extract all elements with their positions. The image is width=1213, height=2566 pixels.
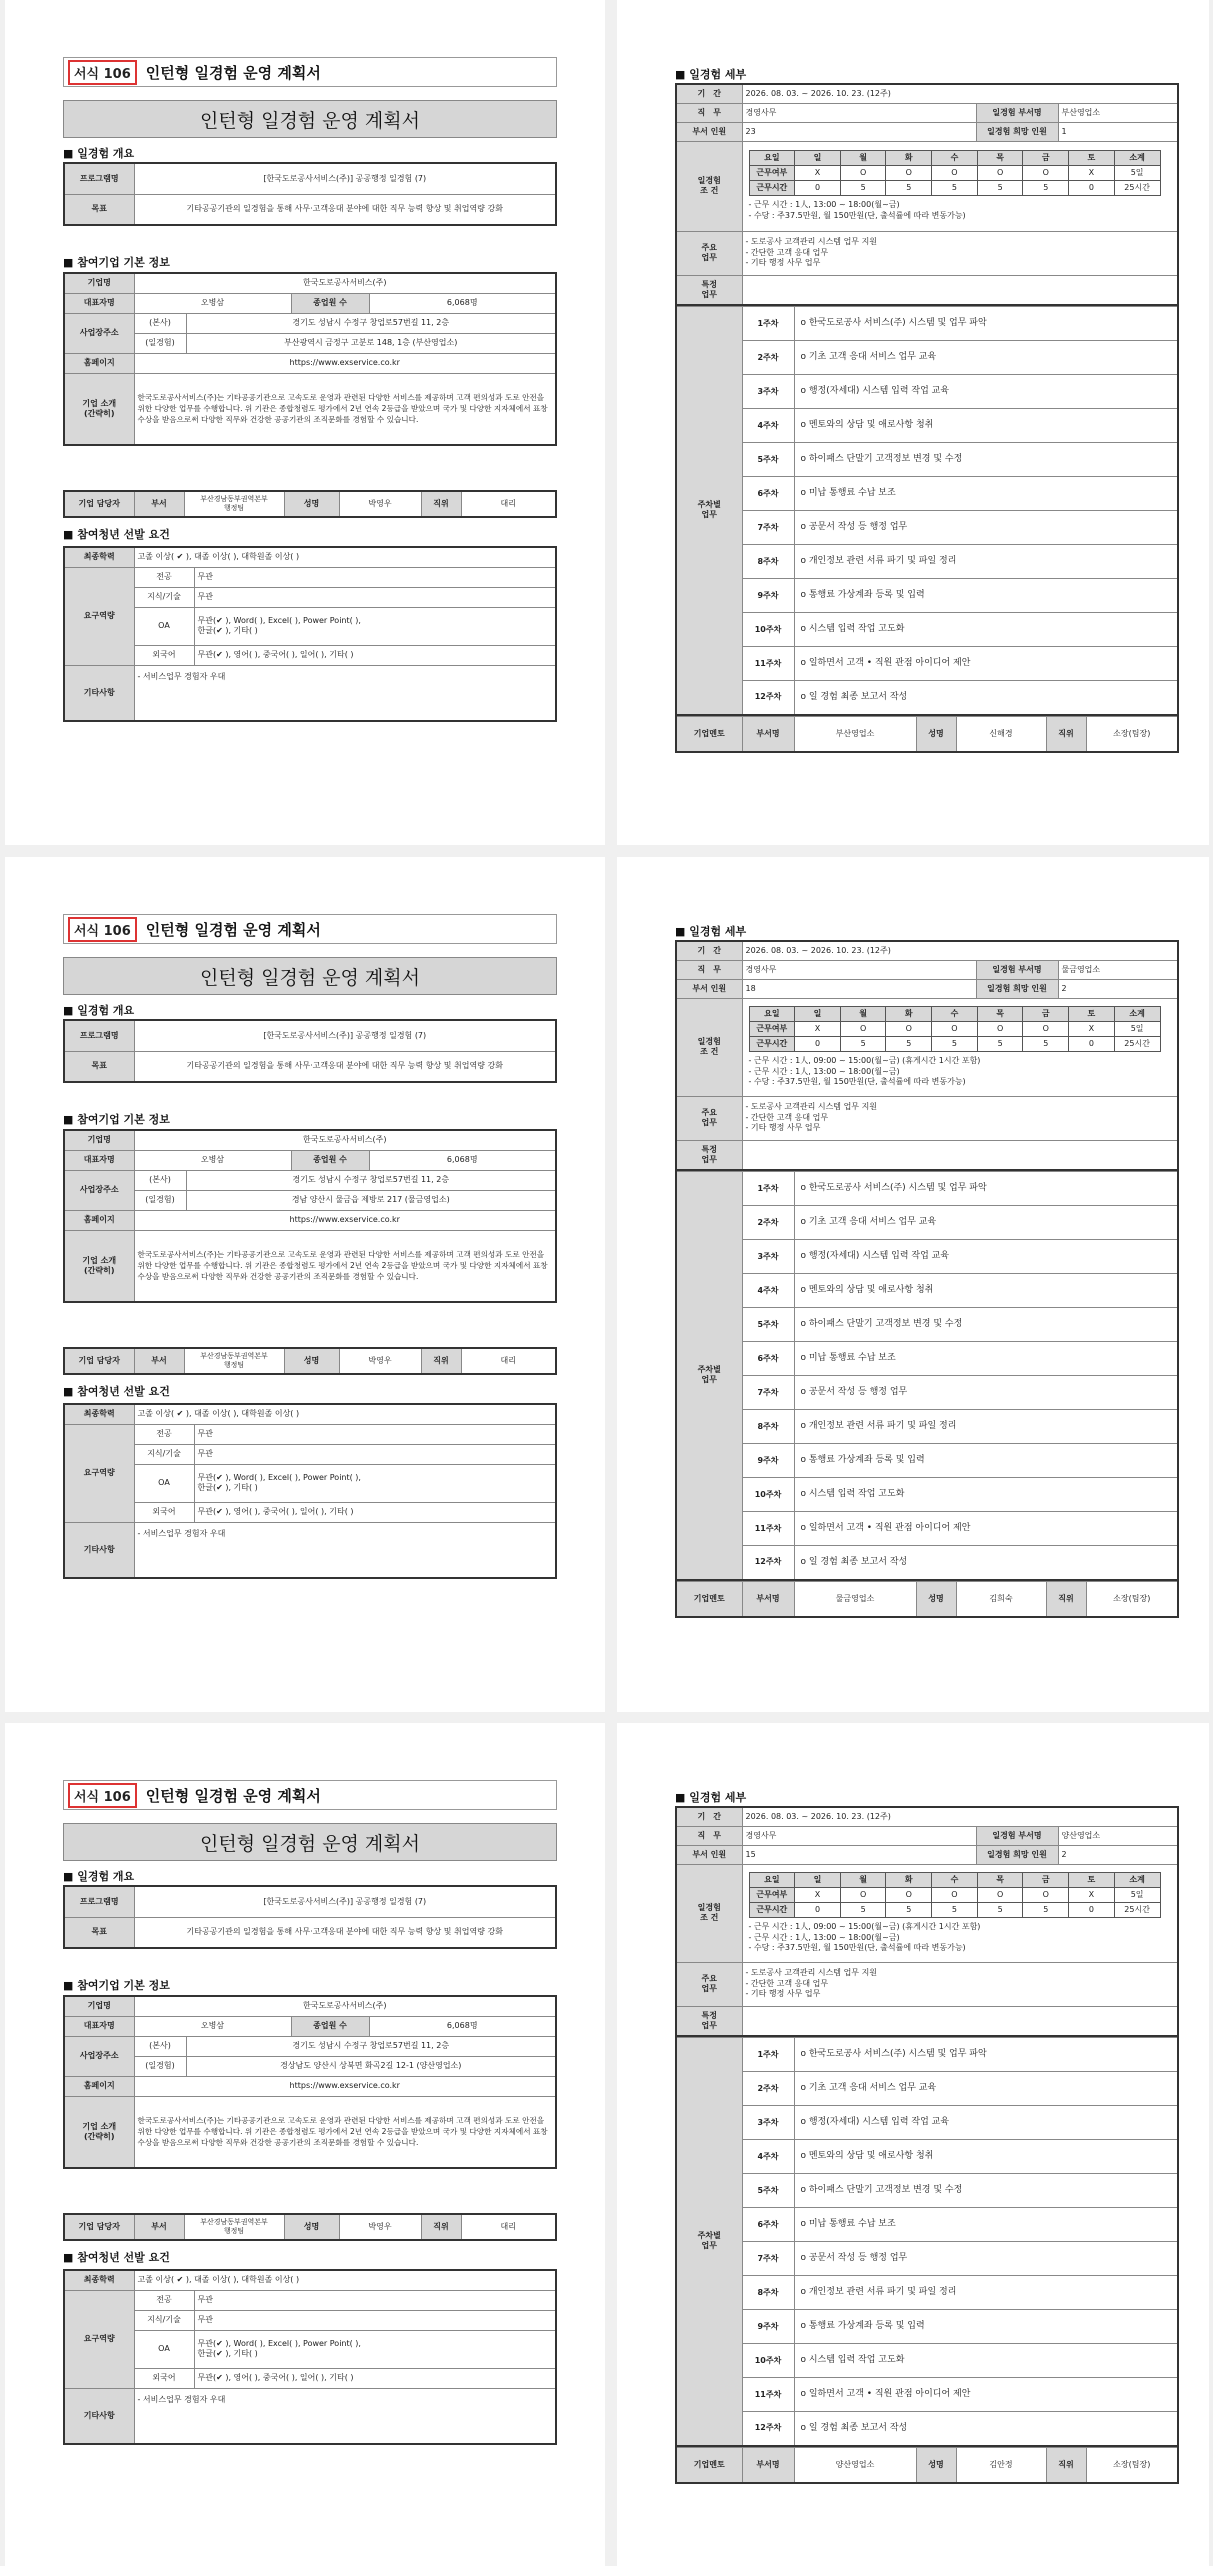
main-task: - 도로공사 고객관리 시스템 업무 지원 [745, 1967, 878, 1977]
manager-table: 기업 담당자 부서 부산경남동부권역본부 행정팀 성명 박영우 직위 대리 [63, 490, 557, 518]
detail-table: 기 간 2026. 08. 03. ~ 2026. 10. 23. (12주) 직 무 경영사무 일경험 부서명 양산영업소 부서 인원 15 일경험 희망 인원 2 일경험 조 건 요일 일 월 화 수 목 금 토 소계 근무여부 X O O O O O X 5일 근무시간 0 5 5 5 5 5 0 25시간 - 근무 시간 : 1人, 09:00 ~ 15:00(월~금) (휴게시간 1시간 포함) - 근무 시간 : 1人, 13:00 ~ 18:00(월~금) - 수당 : 주37.5만원, 월 150만원(단, 출석률에 따라 변동가능) 주요 업무 - 도로공사 고객관리 시스템 업무 지원 - 간단한 고객 응대 업무 - 기타 행정 사무 업무 특정 업무 [675, 1806, 1179, 2037]
form-badge: 서식 106 [68, 1783, 137, 1808]
section-overview: ■ 일경험 개요 [63, 1004, 135, 1017]
form-header-title: 인턴형 일경험 운영 계획서 [145, 920, 321, 939]
company-table: 기업명 한국도로공사서비스(주) 대표자명 오병삼 종업원 수 6,068명 사업장주소 (본사) 경기도 성남시 수정구 창업로57번길 11, 2층 (일경험) 경상남도 양산시 상북면 화곡2길 12-1 (양산영업소) 홈페이지 https://www.exservice.co.kr 기업 소개 (간략히) 한국도로공사서비스(주)는 기타공공기관으로 고속도로 운영과 관련된 다양한 서비스를 제공하며 고객 편의성과 도로 안전을 위한 다양한 업무를 수행합니다. 위 기관은 종합청렴도 평가에서 2년 연속 2등급을 받았으며 국가 및 다양한 지자체에서 표창수상을 받음으로써 다양한 직무와 건강한 공공기관의 조직문화를 경험할 수 있습니다. [63, 1995, 557, 2169]
section-detail: ■ 일경험 세부 [675, 1791, 747, 1804]
overview-table: 프로그램명 [한국도로공사서비스(주)] 공공행정 일경험 (7) 목표 기타공공기관의 일경험을 통해 사무·고객응대 분야에 대한 직무 능력 향상 및 취업역량 강화 [63, 1885, 557, 1949]
form-header [63, 1780, 557, 1810]
schedule-table: 요일 일 월 화 수 목 금 토 소계 근무여부 X O O O O O X 5일 근무시간 0 5 5 5 5 5 0 25시간 [749, 1006, 1161, 1052]
selection-table: 최종학력 고졸 이상( ✔ ), 대졸 이상( ), 대학원졸 이상( ) 요구역량 전공 무관 지식/기술 무관 OA 무관(✔ ), Word( ), Excel( ), Power Point( ), 한글(✔ ), 기타( ) 외국어 무관(✔ ), 영어( ), 중국어( ), 일어( ), 기타( ) 기타사항 - 서비스업무 경험자 우대 [63, 546, 557, 722]
section-company: ■ 참여기업 기본 정보 [63, 1113, 170, 1126]
schedule-table: 요일 일 월 화 수 목 금 토 소계 근무여부 X O O O O O X 5일 근무시간 0 5 5 5 5 5 0 25시간 [749, 1872, 1161, 1918]
main-task: - 기타 행정 사무 업무 [745, 258, 821, 268]
overview-table: 프로그램명 [한국도로공사서비스(주)] 공공행정 일경험 (7) 목표 기타공공기관의 일경험을 통해 사무·고객응대 분야에 대한 직무 능력 향상 및 취업역량 강화 [63, 1019, 557, 1083]
section-company: ■ 참여기업 기본 정보 [63, 256, 170, 269]
section-detail: ■ 일경험 세부 [675, 925, 747, 938]
main-task: - 기타 행정 사무 업무 [745, 1989, 821, 1999]
main-task: - 간단한 고객 응대 업무 [745, 247, 829, 257]
mentor-table: 기업멘토 부서명 양산영업소 성명 김안정 직위 소장(팀장) [675, 2447, 1179, 2485]
section-selection: ■ 참여청년 선발 요건 [63, 1385, 170, 1398]
form-header [63, 914, 557, 944]
form-page-left [5, 857, 605, 1712]
condition-note: - 근무 시간 : 1人, 09:00 ~ 15:00(월~금) (휴게시간 1시간 포함) [748, 1055, 981, 1065]
form-header-title: 인턴형 일경험 운영 계획서 [145, 1786, 321, 1805]
weekly-table: 주차별 업무 1주차 o 한국도로공사 서비스(주) 시스템 및 업무 파악 2주차 o 기초 고객 응대 서비스 업무 교육 3주차 o 행정(자세대) 시스템 입력 작업 교육 4주차 o 멘토와의 상담 및 애로사항 청취 5주차 o 하이패스 단말기 고객정보 변경 및 수정 6주차 o 미납 통행료 수납 보조 7주차 o 공문서 작성 등 행정 업무 8주차 o 개인정보 관련 서류 파기 및 파일 정리 9주차 o 통행료 가상계좌 등록 및 입력 10주차 o 시스템 입력 작업 고도화 11주차 o 일하면서 고객 • 직원 관점 아이디어 제안 12주차 o 일 경험 최종 보고서 작성 [675, 2037, 1179, 2447]
form-page-right [617, 857, 1209, 1712]
main-task: - 간단한 고객 응대 업무 [745, 1112, 829, 1122]
manager-table: 기업 담당자 부서 부산경남동부권역본부 행정팀 성명 박영우 직위 대리 [63, 2213, 557, 2241]
form-page-left [5, 1723, 605, 2566]
form-page-right [617, 0, 1209, 845]
condition-note: - 수당 : 주37.5만원, 월 150만원(단, 출석률에 따라 변동가능) [748, 1943, 966, 1953]
form-header [63, 57, 557, 87]
main-task: - 기타 행정 사무 업무 [745, 1123, 821, 1133]
condition-note: - 근무 시간 : 1人, 13:00 ~ 18:00(월~금) [748, 1932, 900, 1942]
weekly-table: 주차별 업무 1주차 o 한국도로공사 서비스(주) 시스템 및 업무 파악 2주차 o 기초 고객 응대 서비스 업무 교육 3주차 o 행정(자세대) 시스템 입력 작업 교육 4주차 o 멘토와의 상담 및 애로사항 청취 5주차 o 하이패스 단말기 고객정보 변경 및 수정 6주차 o 미납 통행료 수납 보조 7주차 o 공문서 작성 등 행정 업무 8주차 o 개인정보 관련 서류 파기 및 파일 정리 9주차 o 통행료 가상계좌 등록 및 입력 10주차 o 시스템 입력 작업 고도화 11주차 o 일하면서 고객 • 직원 관점 아이디어 제안 12주차 o 일 경험 최종 보고서 작성 [675, 1171, 1179, 1581]
section-overview: ■ 일경험 개요 [63, 1870, 135, 1883]
condition-note: - 근무 시간 : 1人, 13:00 ~ 18:00(월~금) [748, 1066, 900, 1076]
section-company: ■ 참여기업 기본 정보 [63, 1979, 170, 1992]
selection-table: 최종학력 고졸 이상( ✔ ), 대졸 이상( ), 대학원졸 이상( ) 요구역량 전공 무관 지식/기술 무관 OA 무관(✔ ), Word( ), Excel( ), Power Point( ), 한글(✔ ), 기타( ) 외국어 무관(✔ ), 영어( ), 중국어( ), 일어( ), 기타( ) 기타사항 - 서비스업무 경험자 우대 [63, 1403, 557, 1579]
main-task: - 도로공사 고객관리 시스템 업무 지원 [745, 236, 878, 246]
condition-note: - 수당 : 주37.5만원, 월 150만원(단, 출석률에 따라 변동가능) [748, 1077, 966, 1087]
condition-note: - 근무 시간 : 1人, 13:00 ~ 18:00(월~금) [748, 200, 900, 210]
doc-title: 인턴형 일경험 운영 계획서 [63, 100, 557, 138]
mentor-table: 기업멘토 부서명 물금영업소 성명 김희숙 직위 소장(팀장) [675, 1581, 1179, 1619]
overview-table: 프로그램명 [한국도로공사서비스(주)] 공공행정 일경험 (7) 목표 기타공공기관의 일경험을 통해 사무·고객응대 분야에 대한 직무 능력 향상 및 취업역량 강화 [63, 162, 557, 226]
company-table: 기업명 한국도로공사서비스(주) 대표자명 오병삼 종업원 수 6,068명 사업장주소 (본사) 경기도 성남시 수정구 창업로57번길 11, 2층 (일경험) 경남 양산시 물금읍 제방로 217 (물금영업소) 홈페이지 https://www.exservice.co.kr 기업 소개 (간략히) 한국도로공사서비스(주)는 기타공공기관으로 고속도로 운영과 관련된 다양한 서비스를 제공하며 고객 편의성과 도로 안전을 위한 다양한 업무를 수행합니다. 위 기관은 종합청렴도 평가에서 2년 연속 2등급을 받았으며 국가 및 다양한 지자체에서 표창수상을 받음으로써 다양한 직무와 건강한 공공기관의 조직문화를 경험할 수 있습니다. [63, 1129, 557, 1303]
form-page-right [617, 1723, 1209, 2566]
form-badge: 서식 106 [68, 60, 137, 85]
schedule-table: 요일 일 월 화 수 목 금 토 소계 근무여부 X O O O O O X 5일 근무시간 0 5 5 5 5 5 0 25시간 [749, 150, 1161, 196]
section-overview: ■ 일경험 개요 [63, 147, 135, 160]
condition-note: - 근무 시간 : 1人, 09:00 ~ 15:00(월~금) (휴게시간 1시간 포함) [748, 1921, 981, 1931]
condition-note: - 수당 : 주37.5만원, 월 150만원(단, 출석률에 따라 변동가능) [748, 211, 966, 220]
section-selection: ■ 참여청년 선발 요건 [63, 528, 170, 541]
doc-title: 인턴형 일경험 운영 계획서 [63, 957, 557, 995]
form-header-title: 인턴형 일경험 운영 계획서 [145, 63, 321, 82]
form-badge: 서식 106 [68, 917, 137, 942]
mentor-table: 기업멘토 부서명 부산영업소 성명 신해경 직위 소장(팀장) [675, 716, 1179, 754]
main-task: - 간단한 고객 응대 업무 [745, 1978, 829, 1988]
main-task: - 도로공사 고객관리 시스템 업무 지원 [745, 1101, 878, 1111]
manager-table: 기업 담당자 부서 부산경남동부권역본부 행정팀 성명 박영우 직위 대리 [63, 1347, 557, 1375]
section-selection: ■ 참여청년 선발 요건 [63, 2251, 170, 2264]
company-table: 기업명 한국도로공사서비스(주) 대표자명 오병삼 종업원 수 6,068명 사업장주소 (본사) 경기도 성남시 수정구 창업로57번길 11, 2층 (일경험) 부산광역시 금정구 고분로 148, 1층 (부산영업소) 홈페이지 https://www.exservice.co.kr 기업 소개 (간략히) 한국도로공사서비스(주)는 기타공공기관으로 고속도로 운영과 관련된 다양한 서비스를 제공하며 고객 편의성과 도로 안전을 위한 다양한 업무를 수행합니다. 위 기관은 종합청렴도 평가에서 2년 연속 2등급을 받았으며 국가 및 다양한 지자체에서 표창수상을 받음으로써 다양한 직무와 건강한 공공기관의 조직문화를 경험할 수 있습니다. [63, 272, 557, 446]
section-detail: ■ 일경험 세부 [675, 68, 747, 81]
form-page-left [5, 0, 605, 845]
selection-table: 최종학력 고졸 이상( ✔ ), 대졸 이상( ), 대학원졸 이상( ) 요구역량 전공 무관 지식/기술 무관 OA 무관(✔ ), Word( ), Excel( ), Power Point( ), 한글(✔ ), 기타( ) 외국어 무관(✔ ), 영어( ), 중국어( ), 일어( ), 기타( ) 기타사항 - 서비스업무 경험자 우대 [63, 2269, 557, 2445]
detail-table: 기 간 2026. 08. 03. ~ 2026. 10. 23. (12주) 직 무 경영사무 일경험 부서명 물금영업소 부서 인원 18 일경험 희망 인원 2 일경험 조 건 요일 일 월 화 수 목 금 토 소계 근무여부 X O O O O O X 5일 근무시간 0 5 5 5 5 5 0 25시간 - 근무 시간 : 1人, 09:00 ~ 15:00(월~금) (휴게시간 1시간 포함) - 근무 시간 : 1人, 13:00 ~ 18:00(월~금) - 수당 : 주37.5만원, 월 150만원(단, 출석률에 따라 변동가능) 주요 업무 - 도로공사 고객관리 시스템 업무 지원 - 간단한 고객 응대 업무 - 기타 행정 사무 업무 특정 업무 [675, 940, 1179, 1171]
detail-table: 기 간 2026. 08. 03. ~ 2026. 10. 23. (12주) 직 무 경영사무 일경험 부서명 부산영업소 부서 인원 23 일경험 희망 인원 1 일경험 조 건 요일 일 월 화 수 목 금 토 소계 근무여부 X O O O O O X 5일 근무시간 0 5 5 5 5 5 0 25시간 - 근무 시간 : 1人, 13:00 ~ 18:00(월~금) - 수당 : 주37.5만원, 월 150만원(단, 출석률에 따라 변동가능) 주요 업무 - 도로공사 고객관리 시스템 업무 지원 - 간단한 고객 응대 업무 - 기타 행정 사무 업무 특정 업무 [675, 83, 1179, 306]
doc-title: 인턴형 일경험 운영 계획서 [63, 1823, 557, 1861]
weekly-table: 주차별 업무 1주차 o 한국도로공사 서비스(주) 시스템 및 업무 파악 2주차 o 기초 고객 응대 서비스 업무 교육 3주차 o 행정(자세대) 시스템 입력 작업 교육 4주차 o 멘토와의 상담 및 애로사항 청취 5주차 o 하이패스 단말기 고객정보 변경 및 수정 6주차 o 미납 통행료 수납 보조 7주차 o 공문서 작성 등 행정 업무 8주차 o 개인정보 관련 서류 파기 및 파일 정리 9주차 o 통행료 가상계좌 등록 및 입력 10주차 o 시스템 입력 작업 고도화 11주차 o 일하면서 고객 • 직원 관점 아이디어 제안 12주차 o 일 경험 최종 보고서 작성 [675, 306, 1179, 716]
